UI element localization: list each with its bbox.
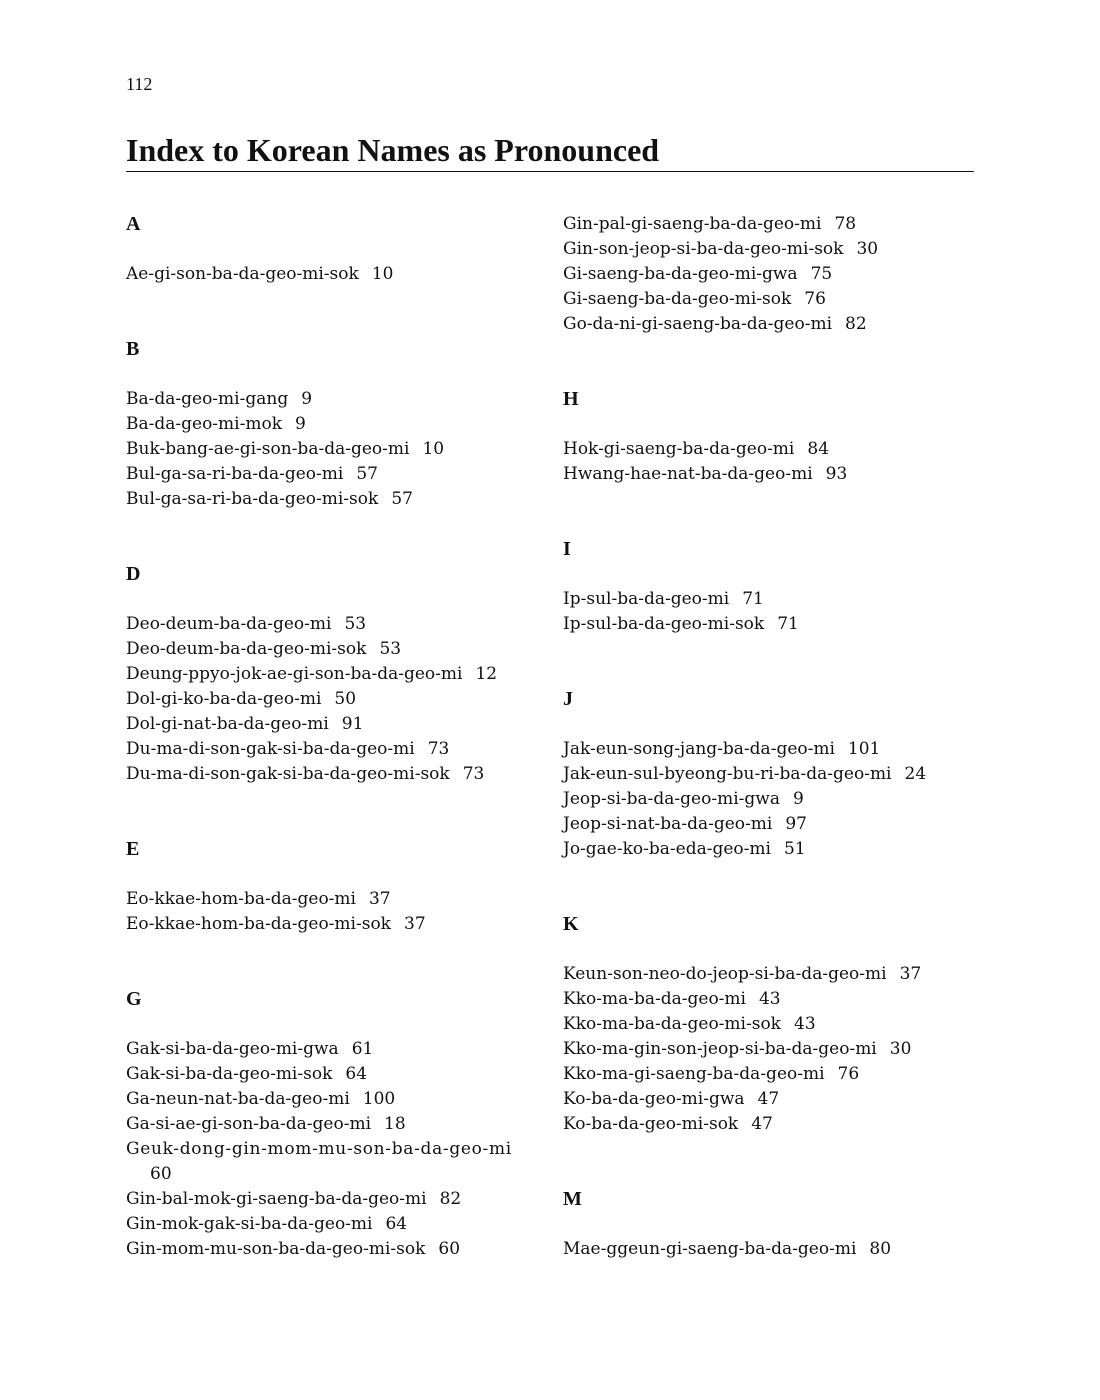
entry-page: 37 <box>368 889 391 909</box>
index-entry <box>126 762 546 787</box>
entry-page: 47 <box>757 1089 780 1109</box>
index-entry <box>563 1037 983 1062</box>
entry-page: 37 <box>404 914 426 934</box>
entry-page: 71 <box>742 589 764 609</box>
index-entry <box>563 312 983 337</box>
index-entry <box>563 287 983 312</box>
entry-page: 84 <box>807 439 830 459</box>
entry-name: Ba-da-geo-mi-gang <box>126 389 289 409</box>
index-section-k <box>563 912 983 1137</box>
entry-name: Jak-eun-sul-byeong-bu-ri-ba-da-geo-mi <box>563 764 892 784</box>
entry-page: 51 <box>783 839 806 859</box>
index-entry <box>126 1237 546 1262</box>
section-letter: K <box>563 913 579 935</box>
entry-name: Hok-gi-saeng-ba-da-geo-mi <box>563 439 795 459</box>
entry-name: Deo-deum-ba-da-geo-mi-sok <box>126 639 367 659</box>
section-letter: B <box>126 338 140 360</box>
section-letter: E <box>126 838 140 860</box>
entry-page: 100 <box>362 1089 396 1109</box>
section-letter: I <box>563 538 571 560</box>
index-section-a <box>126 212 546 287</box>
entry-page: 50 <box>334 689 357 709</box>
index-entry <box>563 612 983 637</box>
index-entry <box>126 487 546 512</box>
entry-name: Ba-da-geo-mi-mok <box>126 414 283 434</box>
entry-name: Gak-si-ba-da-geo-mi-sok <box>126 1064 333 1084</box>
section-letter: M <box>563 1188 582 1210</box>
entry-name: Gin-pal-gi-saeng-ba-da-geo-mi <box>563 214 822 234</box>
entry-name: Jo-gae-ko-ba-eda-geo-mi <box>563 839 771 859</box>
index-entry <box>563 737 983 762</box>
section-letter: G <box>126 988 142 1010</box>
entry-page: 78 <box>834 214 857 234</box>
index-entry <box>563 262 983 287</box>
index-section-e <box>126 837 546 937</box>
entry-page: 10 <box>371 264 394 284</box>
index-entry <box>563 212 983 237</box>
entry-page: 53 <box>344 614 367 634</box>
index-section-b <box>126 337 546 512</box>
entry-page: 30 <box>856 239 879 259</box>
entry-page: 76 <box>837 1064 860 1084</box>
page-number: 112 <box>126 74 153 94</box>
index-entry <box>126 737 546 762</box>
entry-page: 80 <box>869 1239 892 1259</box>
entry-name: Ip-sul-ba-da-geo-mi <box>563 589 730 609</box>
entry-name: Ko-ba-da-geo-mi-gwa <box>563 1089 745 1109</box>
entry-name: Ga-si-ae-gi-son-ba-da-geo-mi <box>126 1114 372 1134</box>
entry-name: Gin-bal-mok-gi-saeng-ba-da-geo-mi <box>126 1189 427 1209</box>
index-section-d <box>126 562 546 787</box>
index-entry <box>126 912 546 937</box>
index-entry <box>126 1137 546 1187</box>
index-entry <box>563 587 983 612</box>
entry-name: Kko-ma-gi-saeng-ba-da-geo-mi <box>563 1064 825 1084</box>
index-entry <box>563 1012 983 1037</box>
index-column-right <box>563 212 983 1262</box>
entry-page: 18 <box>384 1114 406 1134</box>
entry-name: Gin-mom-mu-son-ba-da-geo-mi-sok <box>126 1239 426 1259</box>
index-column-left <box>126 212 546 1262</box>
entry-name: Dol-gi-nat-ba-da-geo-mi <box>126 714 329 734</box>
entry-name: Go-da-ni-gi-saeng-ba-da-geo-mi <box>563 314 833 334</box>
entry-page: 101 <box>847 739 881 759</box>
entry-page: 61 <box>351 1039 374 1059</box>
index-entry <box>126 262 546 287</box>
entry-name: Gi-saeng-ba-da-geo-mi-gwa <box>563 264 798 284</box>
entry-name: Jeop-si-ba-da-geo-mi-gwa <box>563 789 780 809</box>
index-entry <box>563 962 983 987</box>
entry-page: 43 <box>794 1014 816 1034</box>
entry-name: Ae-gi-son-ba-da-geo-mi-sok <box>126 264 359 284</box>
index-entry <box>126 1112 546 1137</box>
entry-name: Ip-sul-ba-da-geo-mi-sok <box>563 614 765 634</box>
entry-page: 30 <box>889 1039 912 1059</box>
index-entry <box>563 787 983 812</box>
index-entry <box>126 387 546 412</box>
entry-page: 9 <box>792 789 804 809</box>
entry-page: 60 <box>438 1239 461 1259</box>
entry-page: 82 <box>845 314 867 334</box>
index-entry <box>126 412 546 437</box>
index-section-g-continued <box>563 212 983 337</box>
entry-page: 57 <box>391 489 413 509</box>
index-entry <box>563 1237 983 1262</box>
index-section-j <box>563 687 983 862</box>
entry-page: 97 <box>785 814 807 834</box>
entry-name: Eo-kkae-hom-ba-da-geo-mi <box>126 889 356 909</box>
entry-name: Keun-son-neo-do-jeop-si-ba-da-geo-mi <box>563 964 887 984</box>
entry-page: 10 <box>422 439 445 459</box>
entry-name: Deo-deum-ba-da-geo-mi <box>126 614 332 634</box>
entry-page: 24 <box>904 764 927 784</box>
entry-page: 75 <box>810 264 833 284</box>
entry-name: Gin-son-jeop-si-ba-da-geo-mi-sok <box>563 239 844 259</box>
index-entry <box>126 712 546 737</box>
entry-name: Ga-neun-nat-ba-da-geo-mi <box>126 1089 350 1109</box>
entry-name: Buk-bang-ae-gi-son-ba-da-geo-mi <box>126 439 410 459</box>
entry-name: Dol-gi-ko-ba-da-geo-mi <box>126 689 322 709</box>
entry-name: Jeop-si-nat-ba-da-geo-mi <box>563 814 773 834</box>
entry-page: 47 <box>751 1114 773 1134</box>
entry-page: 43 <box>758 989 781 1009</box>
entry-page: 57 <box>356 464 378 484</box>
index-entry <box>126 687 546 712</box>
index-entry <box>126 1212 546 1237</box>
index-entry <box>126 1037 546 1062</box>
section-letter: H <box>563 388 579 410</box>
index-entry <box>563 762 983 787</box>
index-entry <box>563 437 983 462</box>
index-entry <box>126 637 546 662</box>
entry-name: Gak-si-ba-da-geo-mi-gwa <box>126 1039 339 1059</box>
entry-name: Jak-eun-song-jang-ba-da-geo-mi <box>563 739 835 759</box>
section-letter: A <box>126 213 141 235</box>
entry-page: 9 <box>301 389 313 409</box>
entry-page: 73 <box>427 739 450 759</box>
index-section-h <box>563 387 983 487</box>
index-entry <box>126 1062 546 1087</box>
index-entry <box>126 1087 546 1112</box>
index-entry <box>126 1187 546 1212</box>
entry-name: Du-ma-di-son-gak-si-ba-da-geo-mi-sok <box>126 764 450 784</box>
entry-page: 37 <box>899 964 922 984</box>
index-entry <box>126 612 546 637</box>
entry-name: Geuk-dong-gin-mom-mu-son-ba-da-geo-mi <box>126 1139 512 1159</box>
index-entry <box>563 1112 983 1137</box>
index-entry <box>126 437 546 462</box>
entry-page: 60 <box>150 1164 172 1184</box>
entry-name: Du-ma-di-son-gak-si-ba-da-geo-mi <box>126 739 415 759</box>
entry-page: 91 <box>341 714 364 734</box>
entry-name: Kko-ma-ba-da-geo-mi-sok <box>563 1014 781 1034</box>
entry-page: 64 <box>345 1064 368 1084</box>
entry-name: Bul-ga-sa-ri-ba-da-geo-mi-sok <box>126 489 379 509</box>
entry-name: Gi-saeng-ba-da-geo-mi-sok <box>563 289 792 309</box>
entry-page: 9 <box>295 414 306 434</box>
entry-name: Eo-kkae-hom-ba-da-geo-mi-sok <box>126 914 391 934</box>
section-letter: J <box>563 688 573 710</box>
index-entry <box>563 987 983 1012</box>
entry-name: Kko-ma-ba-da-geo-mi <box>563 989 746 1009</box>
entry-page: 93 <box>825 464 848 484</box>
entry-name: Mae-ggeun-gi-saeng-ba-da-geo-mi <box>563 1239 857 1259</box>
entry-page: 71 <box>777 614 799 634</box>
index-entry <box>563 1087 983 1112</box>
index-section-g <box>126 987 546 1262</box>
index-entry <box>126 887 546 912</box>
entry-name: Gin-mok-gak-si-ba-da-geo-mi <box>126 1214 373 1234</box>
index-entry <box>563 812 983 837</box>
index-entry <box>563 237 983 262</box>
index-section-m <box>563 1187 983 1262</box>
index-entry <box>563 462 983 487</box>
entry-page: 76 <box>804 289 826 309</box>
section-letter: D <box>126 563 141 585</box>
page-title: Index to Korean Names as Pronounced <box>126 131 974 172</box>
entry-name: Kko-ma-gin-son-jeop-si-ba-da-geo-mi <box>563 1039 877 1059</box>
entry-name: Bul-ga-sa-ri-ba-da-geo-mi <box>126 464 344 484</box>
entry-name: Deung-ppyo-jok-ae-gi-son-ba-da-geo-mi <box>126 664 463 684</box>
index-section-i <box>563 537 983 637</box>
index-entry <box>126 662 546 687</box>
entry-page: 64 <box>385 1214 408 1234</box>
entry-name: Hwang-hae-nat-ba-da-geo-mi <box>563 464 813 484</box>
index-entry <box>563 837 983 862</box>
entry-page: 73 <box>462 764 485 784</box>
index-entry <box>563 1062 983 1087</box>
entry-name: Ko-ba-da-geo-mi-sok <box>563 1114 739 1134</box>
index-entry <box>126 462 546 487</box>
entry-page: 53 <box>379 639 402 659</box>
entry-page: 82 <box>439 1189 462 1209</box>
entry-page: 12 <box>475 664 498 684</box>
